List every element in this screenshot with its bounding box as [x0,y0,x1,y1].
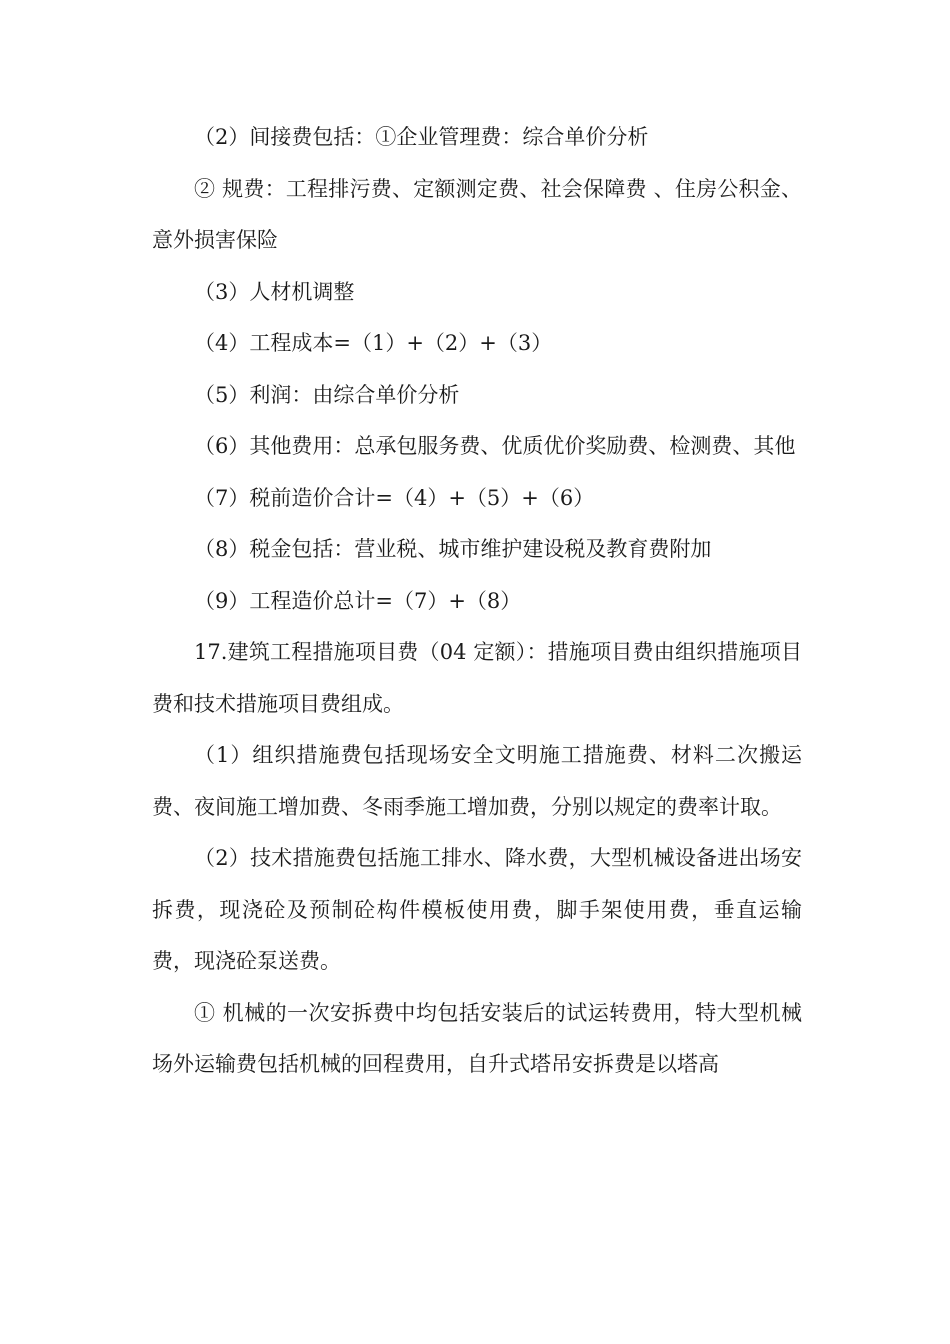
paragraph-project-cost: （4）工程成本=（1）+（2）+（3） [194,331,553,355]
paragraph-labor-material-machine: （3）人材机调整 [194,279,355,304]
paragraph-regulatory-fees: ② 规费：工程排污费、定额测定费、社会保障费 、住房公积金、意外损害保险 [152,176,802,252]
paragraph-section-17: 17.建筑工程措施项目费（04 定额）：措施项目费由组织措施项目费和技术措施项目费组成。 [152,640,802,716]
document-body [152,112,802,1091]
paragraph-organizational-measures: （1）组织措施费包括现场安全文明施工措施费、材料二次搬运费、夜间施工增加费、冬雨季施工增加费，分别以规定的费率计取。 [152,743,802,819]
paragraph-machine-installation: ① 机械的一次安拆费中均包括安装后的试运转费用，特大型机械场外运输费包括机械的回程费用，自升式塔吊安拆费是以塔高 [152,1000,802,1076]
paragraph-indirect-cost: （2）间接费包括：①企业管理费：综合单价分析 [194,125,649,149]
paragraph-pretax-total: （7）税前造价合计=（4）+（5）+（6） [194,485,595,510]
paragraph-technical-measures: （2）技术措施费包括施工排水、降水费，大型机械设备进出场安拆费，现浇砼及预制砼构件模板使用费，脚手架使用费，垂直运输费，现浇砼泵送费。 [152,846,802,973]
paragraph-profit: （5）利润：由综合单价分析 [194,382,460,407]
paragraph-grand-total: （9）工程造价总计=（7）+（8） [194,588,522,613]
paragraph-taxes: （8）税金包括：营业税、城市维护建设税及教育费附加 [194,537,712,561]
paragraph-other-fees: （6）其他费用：总承包服务费、优质优价奖励费、检测费、其他 [194,434,796,458]
